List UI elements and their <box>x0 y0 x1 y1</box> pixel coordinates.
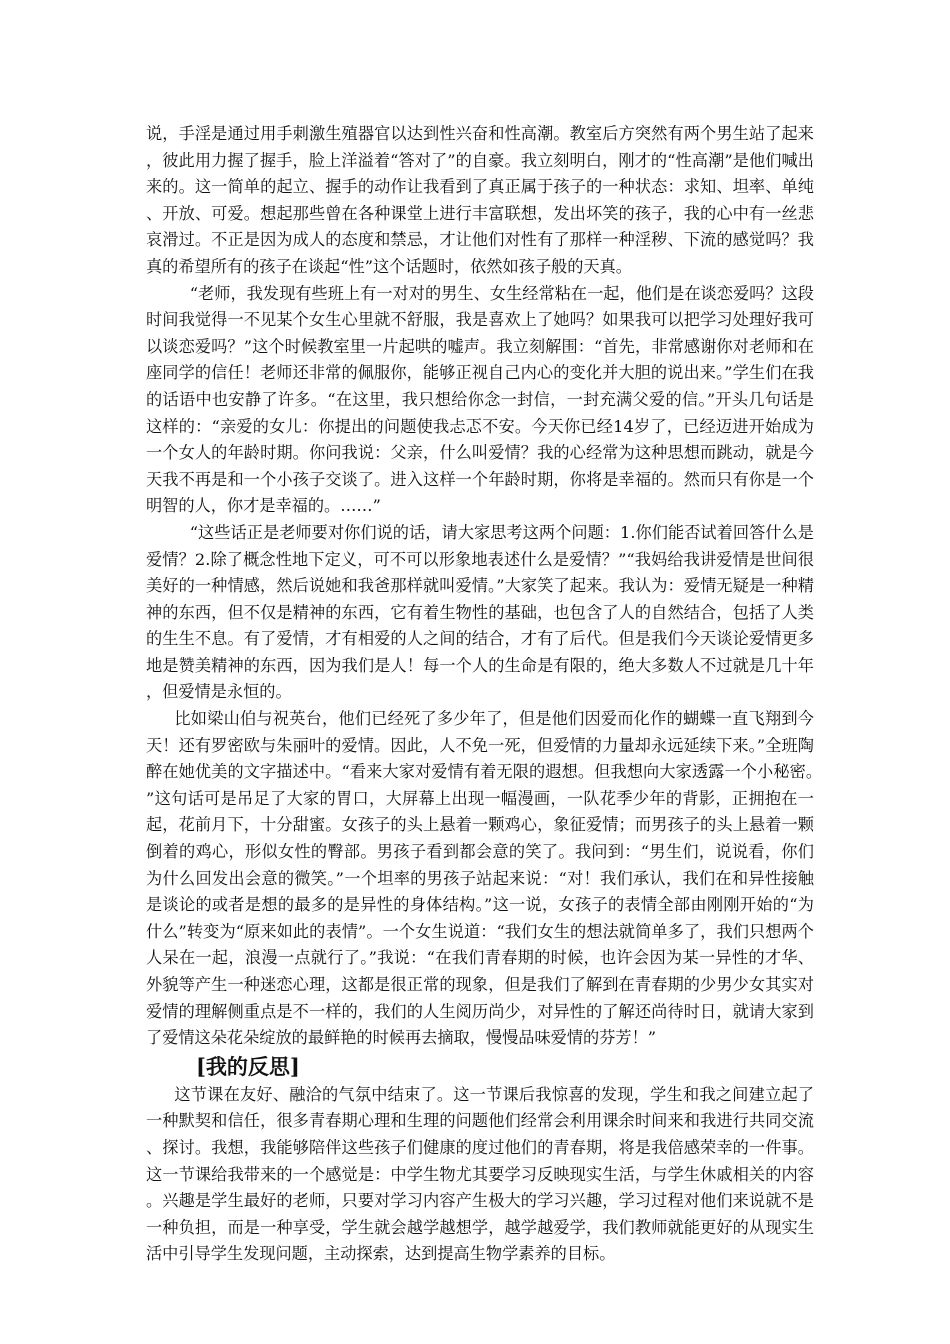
document-page <box>146 121 814 1268</box>
paragraph-4: 比如梁山伯与祝英台，他们已经死了多少年了，但是他们因爱而化作的蝴蝶一直飞翔到今天！还有罗密欧与朱丽叶的爱情。因此，人不免一死，但爱情的力量却永远延续下来。”全班陶醉在她优美的文字描述中。“看来大家对爱情有着无限的遐想。但我想向大家透露一个小秘密。”这句话可是吊足了大家的胃口，大屏幕上出现一幅漫画，一队花季少年的背影，正拥抱在一起，花前月下，十分甜蜜。女孩子的头上悬着一颗鸡心，象征爱情；而男孩子的头上悬着一颗倒着的鸡心，形似女性的臀部。男孩子看到都会意的笑了。我问到：“男生们，说说看，你们为什么回发出会意的微笑。”一个坦率的男孩子站起来说：“对！我们承认，我们在和异性接触是谈论的或者是想的最多的是异性的身体结构。”这一说，女孩子的表情全部由刚刚开始的“为什么”转变为“原来如此的表情”。一个女生说道：“我们女生的想法就简单多了，我们只想两个人呆在一起，浪漫一点就行了。”我说：“在我们青春期的时候，也许会因为某一异性的才华、外貌等产生一种迷恋心理，这都是很正常的现象，但是我们了解到在青春期的少男少女其实对爱情的理解侧重点是不一样的，我们的人生阅历尚少，对异性的了解还尚待时日，就请大家到了爱情这朵花朵绽放的最鲜艳的时候再去摘取，慢慢品味爱情的芬芳！” <box>146 709 814 1048</box>
paragraph-5: 这节课在友好、融洽的气氛中结束了。这一节课后我惊喜的发现，学生和我之间建立起了一种默契和信任，很多青春期心理和生理的问题他们经常会利用课余时间来和我进行共同交流、探讨。我想，我能够陪伴这些孩子们健康的度过他们的青春期，将是我倍感荣幸的一件事。这一节课给我带来的一个感觉是：中学生物尤其要学习反映现实生活，与学生休戚相关的内容。兴趣是学生最好的老师，只要对学习内容产生极大的学习兴趣，学习过程对他们来说就不是一种负担，而是一种享受，学生就会越学越想学，越学越爱学，我们教师就能更好的从现实生活中引导学生发现问题，主动探索，达到提高生物学素养的目标。 <box>146 1084 814 1264</box>
paragraph-3: “这些话正是老师要对你们说的话，请大家思考这两个问题：1.你们能否试着回答什么是爱情？2.除了概念性地下定义，可不可以形象地表述什么是爱情？”“我妈给我讲爱情是世间很美好的一种情感，然后说她和我爸那样就叫爱情。”大家笑了起来。我认为：爱情无疑是一种精神的东西，但不仅是精神的东西，它有着生物性的基础，也包含了人的自然结合，包括了人类的生生不息。有了爱情，才有相爱的人之间的结合，才有了后代。但是我们今天谈论爱情更多地是赞美精神的东西，因为我们是人！每一个人的生命是有限的，绝大多数人不过就是几十年，但爱情是永恒的。 <box>146 522 814 702</box>
paragraph-2: “老师，我发现有些班上有一对对的男生、女生经常粘在一起，他们是在谈恋爱吗？这段时间我觉得一不见某个女生心里就不舒服，我是喜欢上了她吗？如果我可以把学习处理好我可以谈恋爱吗？”这个时候教室里一片起哄的嘘声。我立刻解围：“首先，非常感谢你对老师和在座同学的信任！老师还非常的佩服你，能够正视自己内心的变化并大胆的说出来。”学生们在我的话语中也安静了许多。“在这里，我只想给你念一封信，一封充满父爱的信。”开头几句话是这样的：“亲爱的女儿：你提出的问题使我忐忑不安。今天你已经14岁了，已经迈进开始成为一个女人的年龄时期。你问我说：父亲，什么叫爱情？我的心经常为这种思想而跳动，就是今天我不再是和一个小孩子交谈了。进入这样一个年龄时期，你将是幸福的。然而只有你是一个明智的人，你才是幸福的。……” <box>146 283 814 516</box>
reflection-heading: [我的反思] <box>196 1053 300 1079</box>
paragraph-1: 说，手淫是通过用手刺激生殖器官以达到性兴奋和性高潮。教室后方突然有两个男生站了起来，彼此用力握了握手，脸上洋溢着“答对了”的自豪。我立刻明白，刚才的“性高潮”是他们喊出来的。这一简单的起立、握手的动作让我看到了真正属于孩子的一种状态：求知、坦率、单纯、开放、可爱。想起那些曾在各种课堂上进行丰富联想，发出坏笑的孩子，我的心中有一丝悲哀滑过。不正是因为成人的态度和禁忌，才让他们对性有了那样一种淫秽、下流的感觉吗？我真的希望所有的孩子在谈起“性”这个话题时，依然如孩子般的天真。 <box>146 124 814 276</box>
